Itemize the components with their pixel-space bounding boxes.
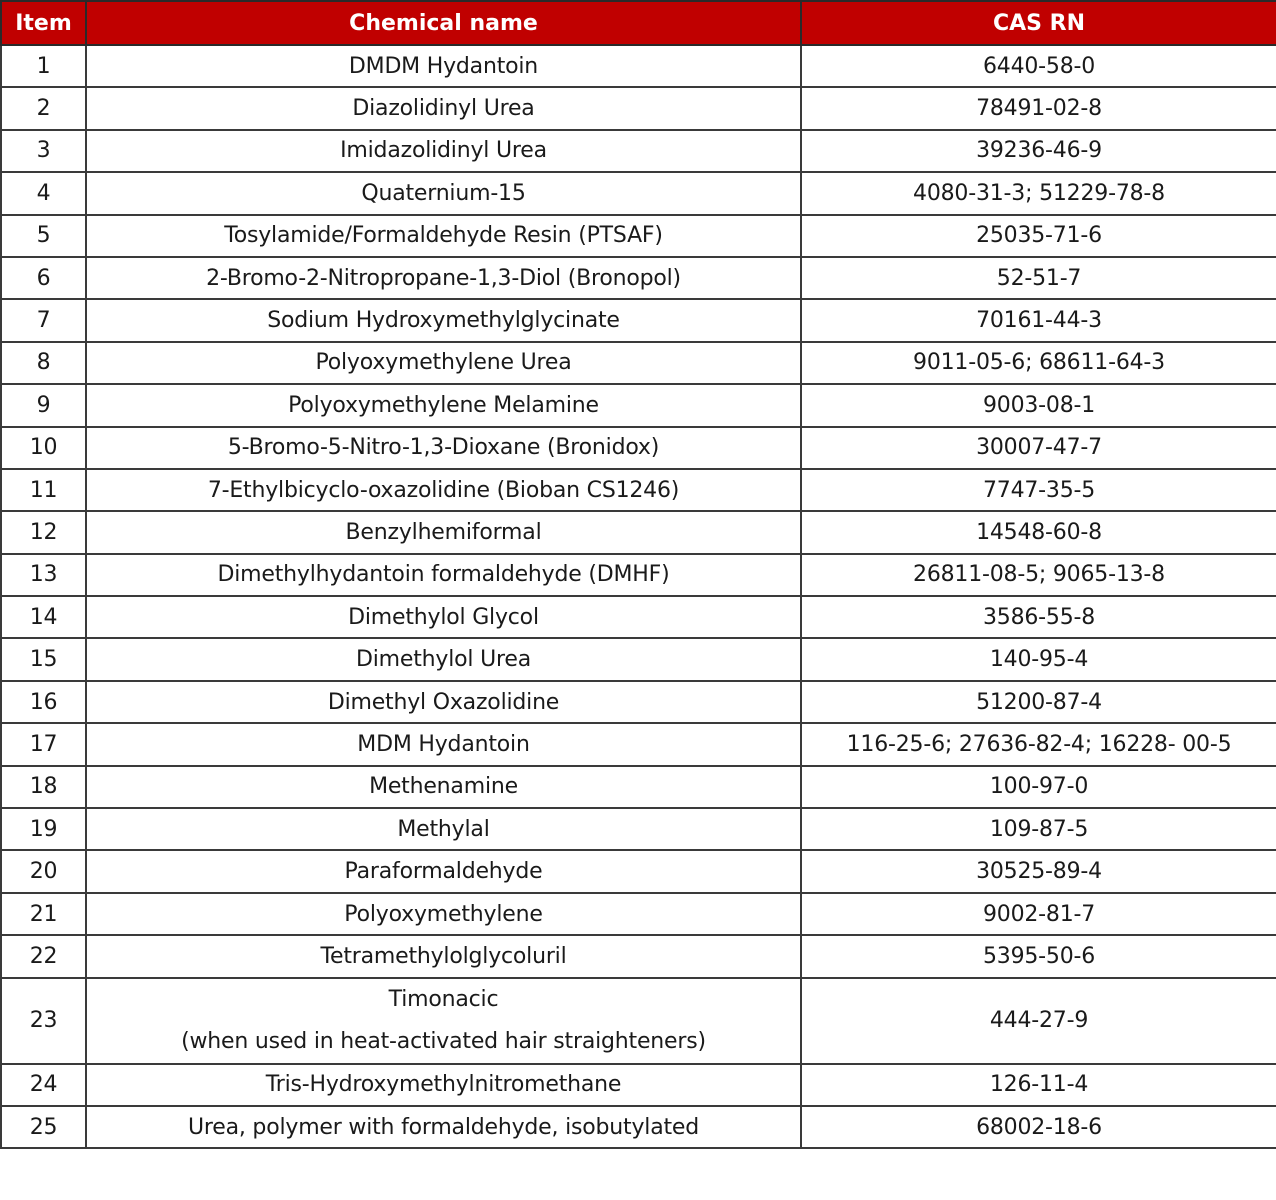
table-row xyxy=(1,554,1276,596)
table-row xyxy=(1,87,1276,129)
table-row xyxy=(1,299,1276,341)
cas-rn-cell: 3586-55-8 xyxy=(801,596,1276,638)
chemical-name-cell: Methenamine xyxy=(86,766,801,808)
chemical-name-cell: DMDM Hydantoin xyxy=(86,45,801,87)
table-row xyxy=(1,45,1276,87)
table-row xyxy=(1,893,1276,935)
item-number-cell: 22 xyxy=(1,935,86,977)
chemical-name-cell xyxy=(86,978,801,1064)
item-number-cell: 20 xyxy=(1,850,86,892)
item-number-cell: 8 xyxy=(1,342,86,384)
item-number-cell: 7 xyxy=(1,299,86,341)
item-number-cell: 13 xyxy=(1,554,86,596)
cas-rn-cell: 9011-05-6; 68611-64-3 xyxy=(801,342,1276,384)
table-row xyxy=(1,384,1276,426)
item-number-cell: 15 xyxy=(1,638,86,680)
chemical-name-cell: Imidazolidinyl Urea xyxy=(86,130,801,172)
item-number-cell: 17 xyxy=(1,723,86,765)
table-row xyxy=(1,469,1276,511)
item-number-cell: 4 xyxy=(1,172,86,214)
table-row xyxy=(1,723,1276,765)
column-header-item: Item xyxy=(1,1,86,45)
chemical-name-cell: Polyoxymethylene Melamine xyxy=(86,384,801,426)
chemical-name-cell: Tris-Hydroxymethylnitromethane xyxy=(86,1064,801,1106)
cas-rn-cell: 26811-08-5; 9065-13-8 xyxy=(801,554,1276,596)
column-header-chemical-name: Chemical name xyxy=(86,1,801,45)
table-row xyxy=(1,935,1276,977)
item-number-cell: 21 xyxy=(1,893,86,935)
item-number-cell: 16 xyxy=(1,681,86,723)
table-row xyxy=(1,638,1276,680)
cas-rn-cell: 444-27-9 xyxy=(801,978,1276,1064)
table-row xyxy=(1,978,1276,1064)
item-number-cell: 3 xyxy=(1,130,86,172)
table-row xyxy=(1,342,1276,384)
item-number-cell: 18 xyxy=(1,766,86,808)
cas-rn-cell: 30525-89-4 xyxy=(801,850,1276,892)
item-number-cell: 9 xyxy=(1,384,86,426)
chemical-name: Timonacic xyxy=(388,986,499,1012)
chemical-name-cell: Urea, polymer with formaldehyde, isobutylated xyxy=(86,1106,801,1148)
chemical-name-cell: Diazolidinyl Urea xyxy=(86,87,801,129)
column-header-cas-rn: CAS RN xyxy=(801,1,1276,45)
table-row xyxy=(1,850,1276,892)
chemical-name-note: (when used in heat-activated hair straighteners) xyxy=(181,1028,706,1054)
table-row xyxy=(1,766,1276,808)
table-row xyxy=(1,511,1276,553)
cas-rn-cell: 100-97-0 xyxy=(801,766,1276,808)
cas-rn-cell: 39236-46-9 xyxy=(801,130,1276,172)
cas-rn-cell: 9003-08-1 xyxy=(801,384,1276,426)
chemical-name-cell: Quaternium-15 xyxy=(86,172,801,214)
cas-rn-cell: 70161-44-3 xyxy=(801,299,1276,341)
table-row xyxy=(1,1106,1276,1148)
chemical-name-cell: Benzylhemiformal xyxy=(86,511,801,553)
item-number-cell: 14 xyxy=(1,596,86,638)
chemical-name-cell: Dimethylhydantoin formaldehyde (DMHF) xyxy=(86,554,801,596)
cas-rn-cell: 5395-50-6 xyxy=(801,935,1276,977)
chemical-name-cell: 2-Bromo-2-Nitropropane-1,3-Diol (Bronopol) xyxy=(86,257,801,299)
cas-rn-cell: 78491-02-8 xyxy=(801,87,1276,129)
item-number-cell: 2 xyxy=(1,87,86,129)
cas-rn-cell: 7747-35-5 xyxy=(801,469,1276,511)
cas-rn-cell: 68002-18-6 xyxy=(801,1106,1276,1148)
chemical-name-cell: 7-Ethylbicyclo-oxazolidine (Bioban CS1246) xyxy=(86,469,801,511)
cas-rn-cell: 140-95-4 xyxy=(801,638,1276,680)
chemical-name-cell: Polyoxymethylene Urea xyxy=(86,342,801,384)
table-row xyxy=(1,257,1276,299)
item-number-cell: 1 xyxy=(1,45,86,87)
table-row xyxy=(1,681,1276,723)
item-number-cell: 10 xyxy=(1,427,86,469)
chemical-name-cell: Dimethylol Urea xyxy=(86,638,801,680)
item-number-cell: 12 xyxy=(1,511,86,553)
cas-rn-cell: 4080-31-3; 51229-78-8 xyxy=(801,172,1276,214)
chemical-name-cell: Polyoxymethylene xyxy=(86,893,801,935)
chemical-name-cell: Paraformaldehyde xyxy=(86,850,801,892)
table-header-row xyxy=(1,1,1276,45)
item-number-cell: 25 xyxy=(1,1106,86,1148)
item-number-cell: 24 xyxy=(1,1064,86,1106)
table-row xyxy=(1,808,1276,850)
cas-rn-cell: 30007-47-7 xyxy=(801,427,1276,469)
cas-rn-cell: 9002-81-7 xyxy=(801,893,1276,935)
chemical-name-cell: Sodium Hydroxymethylglycinate xyxy=(86,299,801,341)
cas-rn-cell: 52-51-7 xyxy=(801,257,1276,299)
cas-rn-cell: 109-87-5 xyxy=(801,808,1276,850)
table-row xyxy=(1,172,1276,214)
chemical-name-cell: Methylal xyxy=(86,808,801,850)
cas-rn-cell: 25035-71-6 xyxy=(801,215,1276,257)
cas-rn-cell: 51200-87-4 xyxy=(801,681,1276,723)
table-body xyxy=(1,45,1276,1148)
chemical-name-cell: 5-Bromo-5-Nitro-1,3-Dioxane (Bronidox) xyxy=(86,427,801,469)
chemical-name-cell: Dimethyl Oxazolidine xyxy=(86,681,801,723)
table-row xyxy=(1,427,1276,469)
cas-rn-cell: 14548-60-8 xyxy=(801,511,1276,553)
item-number-cell: 5 xyxy=(1,215,86,257)
chemical-name-cell: Tosylamide/Formaldehyde Resin (PTSAF) xyxy=(86,215,801,257)
chemical-name-cell: MDM Hydantoin xyxy=(86,723,801,765)
item-number-cell: 6 xyxy=(1,257,86,299)
item-number-cell: 23 xyxy=(1,978,86,1064)
table-row xyxy=(1,596,1276,638)
chemical-name-cell: Dimethylol Glycol xyxy=(86,596,801,638)
chemical-name-cell: Tetramethylolglycoluril xyxy=(86,935,801,977)
table-row xyxy=(1,215,1276,257)
table-row xyxy=(1,1064,1276,1106)
table-row xyxy=(1,130,1276,172)
cas-rn-cell: 126-11-4 xyxy=(801,1064,1276,1106)
cas-rn-cell: 6440-58-0 xyxy=(801,45,1276,87)
cas-rn-cell: 116-25-6; 27636-82-4; 16228- 00-5 xyxy=(801,723,1276,765)
item-number-cell: 19 xyxy=(1,808,86,850)
item-number-cell: 11 xyxy=(1,469,86,511)
